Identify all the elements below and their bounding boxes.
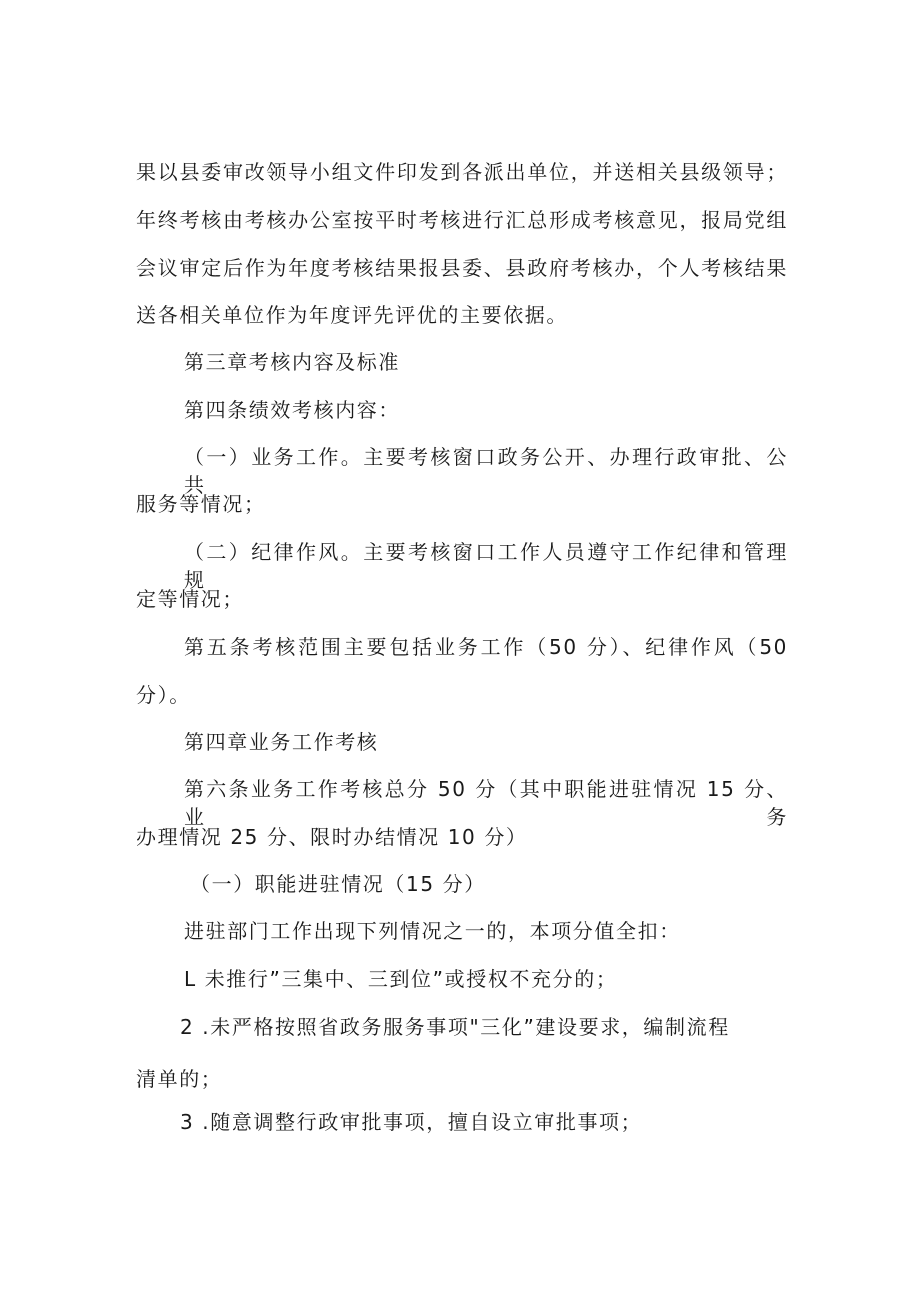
paragraph-line: （一）业务工作。主要考核窗口政务公开、办理行政审批、公共 [184, 445, 788, 497]
chapter-heading: 第四章业务工作考核 [184, 730, 379, 754]
chapter-heading: 第三章考核内容及标准 [184, 350, 400, 374]
section-heading: （一）职能进驻情况（15 分） [190, 872, 486, 896]
paragraph-line: 果以县委审改领导小组文件印发到各派出单位，并送相关县级领导； [136, 160, 788, 184]
paragraph-line: 服务等情况； [136, 492, 266, 516]
list-item: 3 .随意调整行政审批事项，擅自设立审批事项； [180, 1110, 643, 1134]
paragraph-line: 会议审定后作为年度考核结果报县委、县政府考核办，个人考核结果 [136, 256, 788, 280]
paragraph-line: 送各相关单位作为年度评先评优的主要依据。 [136, 303, 568, 327]
list-item: 2 .未严格按照省政务服务事项"三化”建设要求，编制流程 [180, 1015, 730, 1039]
paragraph-line: 分）。 [136, 683, 191, 707]
paragraph-line: （二）纪律作风。主要考核窗口工作人员遵守工作纪律和管理规 [184, 540, 788, 592]
article-heading: 第四条绩效考核内容： [184, 398, 400, 422]
paragraph-line: 第五条考核范围主要包括业务工作（50 分）、纪律作风（50 [184, 635, 788, 659]
paragraph-line: 定等情况； [136, 587, 244, 611]
paragraph-line: 办理情况 25 分、限时办结情况 10 分） [136, 825, 528, 849]
paragraph-line: 进驻部门工作出现下列情况之一的，本项分值全扣： [184, 919, 681, 943]
paragraph-line: 清单的； [136, 1067, 223, 1091]
paragraph-line: 第六条业务工作考核总分 50 分（其中职能进驻情况 15 分、业务 [184, 777, 788, 829]
list-item: L 未推行”三集中、三到位”或授权不充分的； [184, 967, 618, 991]
paragraph-line: 年终考核由考核办公室按平时考核进行汇总形成考核意见，报局党组 [136, 208, 788, 232]
